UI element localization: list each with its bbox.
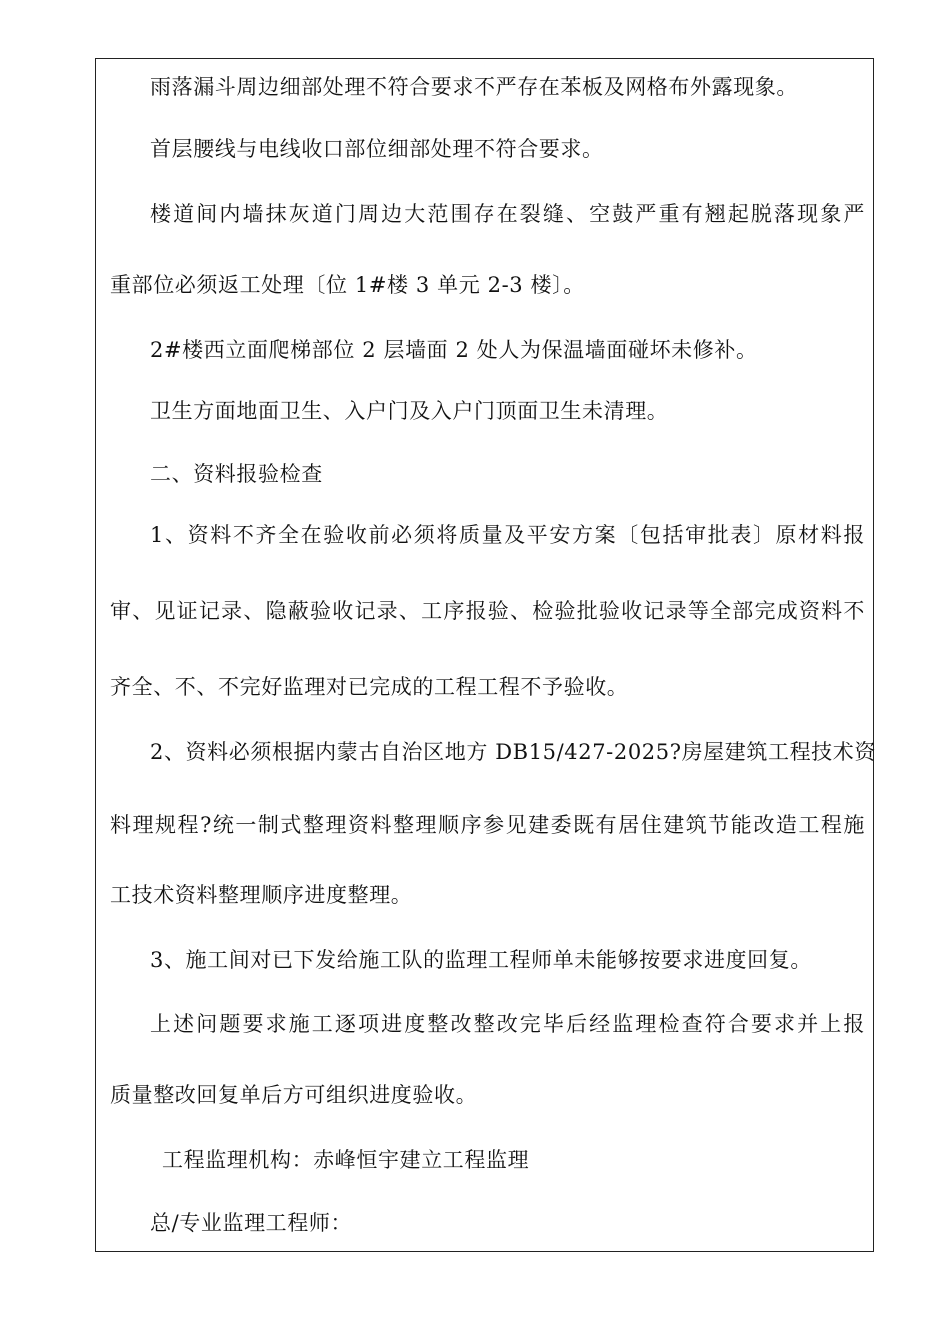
text-line: 上述问题要求施工逐项进度整改整改完毕后经监理检查符合要求并上报 [150, 1012, 865, 1036]
text-line: 首层腰线与电线收口部位细部处理不符合要求。 [150, 137, 604, 161]
text-line: 楼道间内墙抹灰道门周边大范围存在裂缝、空鼓严重有翘起脱落现象严 [150, 202, 865, 226]
text-line: 质量整改回复单后方可组织进度验收。 [110, 1083, 478, 1107]
text-line: 3、施工间对已下发给施工队的监理工程师单未能够按要求进度回复。 [150, 948, 812, 972]
text-line: 雨落漏斗周边细部处理不符合要求不严存在苯板及网格布外露现象。 [150, 75, 798, 99]
text-line: 卫生方面地面卫生、入户门及入户门顶面卫生未清理。 [150, 399, 669, 423]
supervision-org: 工程监理机构：赤峰恒宇建立工程监理 [162, 1148, 530, 1172]
text-line: 齐全、不、不完好监理对已完成的工程工程不予验收。 [110, 675, 629, 699]
text-line: 重部位必须返工处理〔位 1#楼 3 单元 2-3 楼〕。 [110, 273, 585, 297]
document-frame [95, 58, 874, 1252]
text-line: 审、见证记录、隐蔽验收记录、工序报验、检验批验收记录等全部完成资料不 [110, 599, 865, 623]
text-line: 2、资料必须根据内蒙古自治区地方 DB15/427-2025?房屋建筑工程技术资 [150, 740, 876, 764]
text-line: 1、资料不齐全在验收前必须将质量及平安方案〔包括审批表〕原材料报 [150, 523, 865, 547]
text-line: 2#楼西立面爬梯部位 2 层墙面 2 处人为保温墙面碰坏未修补。 [150, 338, 758, 362]
text-line: 工技术资料整理顺序进度整理。 [110, 883, 413, 907]
engineer-signature-line: 总/专业监理工程师： [150, 1211, 353, 1235]
text-line: 料理规程?统一制式整理资料整理顺序参见建委既有居住建筑节能改造工程施 [110, 813, 865, 837]
section-heading: 二、资料报验检查 [150, 462, 323, 486]
